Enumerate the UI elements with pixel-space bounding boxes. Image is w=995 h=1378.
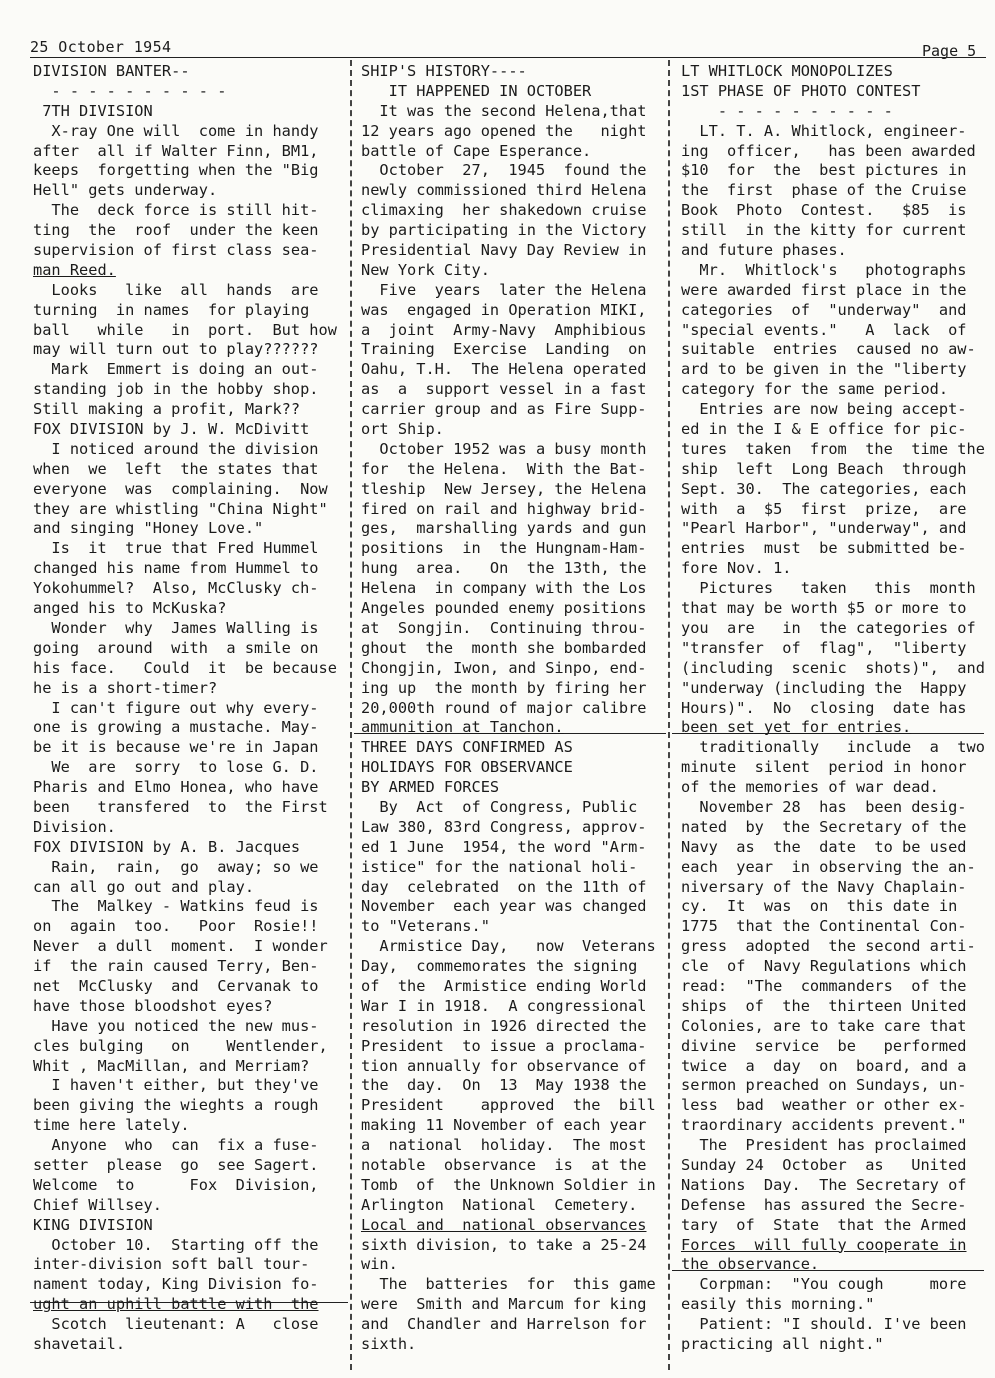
middle-column-line: HOLIDAYS FOR OBSERVANCE (361, 758, 573, 777)
right-column-line: Book Photo Contest. $85 is (681, 201, 967, 220)
middle-column-line: positions in the Hungnam-Ham- (361, 539, 647, 558)
right-column-line: ship left Long Beach through (681, 459, 967, 478)
left-column-line: Looks like all hands are (33, 280, 319, 299)
right-column-line: $10 for the best pictures in (681, 161, 967, 180)
left-column-line: FOX DIVISION by A. B. Jacques (33, 837, 301, 856)
right-column-line: tary of State that the Armed (681, 1215, 967, 1234)
middle-column-line: Five years later the Helena (361, 280, 647, 299)
right-column-line: less bad weather or other ex- (681, 1096, 967, 1115)
middle-column-line: was engaged in Operation MIKI, (361, 300, 647, 319)
right-column-line: traordinary accidents prevent." (681, 1116, 967, 1135)
right-column-line: Corpman: "You cough more (681, 1275, 967, 1294)
right-column-line: the first phase of the Cruise (681, 181, 967, 200)
right-column-line: twice a day on board, and a (681, 1056, 967, 1075)
right-column-line: practicing all night." (681, 1335, 884, 1353)
header-rule (30, 57, 986, 58)
middle-column-line: Presidential Navy Day Review in (361, 241, 647, 260)
left-column-line: on again too. Poor Rosie!! (33, 917, 319, 936)
right-column-line: categories of "underway" and (681, 300, 967, 319)
left-column-line: cles bulging on Wentlender, (33, 1036, 328, 1055)
column-divider-right (668, 60, 670, 1370)
right-column-line: sermon preached on Sundays, un- (681, 1076, 967, 1095)
right-column-line: gress adopted the second arti- (681, 937, 976, 956)
left-column-line: setter please go see Sagert. (33, 1155, 319, 1174)
middle-column-line: War I in 1918. A congressional (361, 996, 647, 1015)
middle-column-line: IT HAPPENED IN OCTOBER (361, 81, 592, 100)
left-column-line: he is a short-timer? (33, 678, 218, 697)
left-column-line: anged his to McKuska? (33, 599, 227, 618)
right-column-line: 1ST PHASE OF PHOTO CONTEST (681, 81, 921, 100)
right-column-line: cy. It was on this date in (681, 897, 958, 916)
middle-column-line: It was the second Helena,that (361, 101, 647, 120)
middle-column-line: tleship New Jersey, the Helena (361, 479, 647, 498)
left-column-line: turning in names for playing (33, 300, 310, 319)
middle-column-line: New York City. (361, 260, 490, 279)
issue-date: 25 October 1954 (30, 38, 172, 56)
left-column-line: FOX DIVISION by J. W. McDivitt (33, 420, 310, 439)
middle-column-line: as a support vessel in a fast (361, 380, 647, 399)
left-column-line: Anyone who can fix a fuse- (33, 1136, 319, 1155)
left-column-line: when we left the states that (33, 459, 319, 478)
right-column-line: Hours)". No closing date has (681, 698, 967, 717)
middle-column-line: ges, marshalling yards and gun (361, 519, 647, 538)
right-column-line: Sept. 30. The categories, each (681, 479, 967, 498)
left-column-line: We are sorry to lose G. D. (33, 758, 319, 777)
right-column-line: category for the same period. (681, 380, 949, 399)
left-column-line: Mark Emmert is doing an out- (33, 360, 319, 379)
middle-column-line: Training Exercise Landing on (361, 340, 647, 359)
right-column-line: suitable entries caused no aw- (681, 340, 976, 359)
middle-column-line: and Chandler and Harrelson for (361, 1315, 647, 1334)
left-column-line: changed his name from Hummel to (33, 559, 319, 578)
middle-column-line: day celebrated on the 11th of (361, 877, 647, 896)
right-column-line: "special events." A lack of (681, 320, 967, 339)
left-column-line: been transfered to the First (33, 797, 328, 816)
right-column-line: The President has proclaimed (681, 1136, 967, 1155)
left-column-line: Rain, rain, go away; so we (33, 857, 319, 876)
right-column-line: - - - - - - - - - - (681, 101, 893, 120)
right-column-line: of the memories of war dead. (681, 778, 939, 797)
right-column-line: entries must be submitted be- (681, 539, 967, 558)
right-column-line: and future phases. (681, 241, 847, 260)
right-column-line: Patient: "I should. I've been (681, 1315, 967, 1334)
right-column-line: been set yet for entries. (681, 718, 912, 737)
left-column-line: time here lately. (33, 1116, 190, 1135)
middle-column-line: ing up the month by firing her (361, 678, 647, 697)
left-column-line: ught an uphill battle with the (33, 1295, 319, 1314)
left-column-line: Scotch lieutenant: A close (33, 1315, 319, 1334)
column-division-banter (33, 62, 348, 1355)
right-column-line: Nations Day. The Secretary of (681, 1175, 967, 1194)
left-column-line: Division. (33, 817, 116, 836)
left-column-line: I haven't either, but they've (33, 1076, 319, 1095)
left-column-line: shavetail. (33, 1335, 126, 1353)
left-column-line: keeps forgetting when the "Big (33, 161, 319, 180)
middle-column-line: Arlington National Cemetery. (361, 1195, 638, 1214)
left-column-line: Wonder why James Walling is (33, 618, 319, 637)
right-column-line: Navy as the date to be used (681, 837, 967, 856)
middle-column-line: 12 years ago opened the night (361, 121, 647, 140)
right-column-line: traditionally include a two (681, 738, 985, 757)
middle-column-line: Oahu, T.H. The Helena operated (361, 360, 647, 379)
right-column-line: "transfer of flag", "liberty (681, 638, 967, 657)
left-column-line: they are whistling "China Night" (33, 499, 328, 518)
left-column-line: Welcome to Fox Division, (33, 1175, 319, 1194)
left-column-line: KING DIVISION (33, 1215, 153, 1234)
right-column-line: Entries are now being accept- (681, 400, 967, 419)
right-column-line: Sunday 24 October as United (681, 1155, 967, 1174)
left-column-line: ball while in port. But how (33, 320, 337, 339)
right-column-line: "Pearl Harbor", "underway", and (681, 519, 967, 538)
middle-column-line: win. (361, 1255, 398, 1274)
right-column-line: each year in observing the an- (681, 857, 976, 876)
middle-column-line: making 11 November of each year (361, 1116, 647, 1135)
left-column-line: - - - - - - - - - - (33, 81, 227, 100)
column-ships-history (361, 62, 666, 1355)
right-column-line: ard to be given in the "liberty (681, 360, 967, 379)
middle-column-line: Helena in company with the Los (361, 579, 647, 598)
left-column-line: if the rain caused Terry, Ben- (33, 957, 319, 976)
left-column-line: DIVISION BANTER-- (33, 62, 190, 80)
middle-column-line: a national holiday. The most (361, 1136, 647, 1155)
right-column-line: (including scenic shots)", and (681, 658, 985, 677)
middle-column-line: battle of Cape Esperance. (361, 141, 592, 160)
middle-column-line: climaxing her shakedown cruise (361, 201, 647, 220)
right-column-line: 1775 that the Continental Con- (681, 917, 967, 936)
middle-column-line: a joint Army-Navy Amphibious (361, 320, 647, 339)
left-column-line: Chief Willsey. (33, 1195, 162, 1214)
left-column-line: X-ray One will come in handy (33, 121, 319, 140)
middle-column-line: to "Veterans." (361, 917, 490, 936)
middle-column-line: By Act of Congress, Public (361, 797, 638, 816)
middle-column-line: 20,000th round of major calibre (361, 698, 647, 717)
right-column-line: LT WHITLOCK MONOPOLIZES (681, 62, 893, 80)
left-column-line: Is it true that Fred Hummel (33, 539, 319, 558)
right-column-line: Colonies, are to take care that (681, 1016, 967, 1035)
middle-column-line: fired on rail and highway brid- (361, 499, 647, 518)
left-column-line: one is growing a mustache. May- (33, 718, 319, 737)
left-column-line: Whit , MacMillan, and Merriam? (33, 1056, 310, 1075)
right-column-line: divine service be performed (681, 1036, 967, 1055)
middle-column-line: newly commissioned third Helena (361, 181, 647, 200)
left-column-line: man Reed. (33, 260, 116, 279)
right-column-line: ed in the I & E office for pic- (681, 420, 967, 439)
right-column-line: fore Nov. 1. (681, 559, 792, 578)
right-column-line: were awarded first place in the (681, 280, 967, 299)
middle-column-line: ort Ship. (361, 420, 444, 439)
left-column-line: Never a dull moment. I wonder (33, 937, 328, 956)
left-column-line: have those bloodshot eyes? (33, 996, 273, 1015)
middle-column-line: istice" for the national holi- (361, 857, 638, 876)
middle-column-line: sixth. (361, 1335, 417, 1353)
right-column-line: you are in the categories of (681, 618, 976, 637)
middle-column-line: of the Armistice ending World (361, 976, 647, 995)
right-column-line: ships of the thirteen United (681, 996, 967, 1015)
right-column-line: niversary of the Navy Chaplain- (681, 877, 967, 896)
right-column-line: nated by the Secretary of the (681, 817, 967, 836)
middle-column-line: Angeles pounded enemy positions (361, 599, 647, 618)
middle-column-line: Armistice Day, now Veterans (361, 937, 656, 956)
left-column-line: be it is because we're in Japan (33, 738, 319, 757)
middle-column-line: carrier group and as Fire Supp- (361, 400, 647, 419)
middle-column-line: President to issue a proclama- (361, 1036, 647, 1055)
right-column-line: November 28 has been desig- (681, 797, 967, 816)
left-column-line: I can't figure out why every- (33, 698, 319, 717)
middle-column-line: SHIP'S HISTORY---- (361, 62, 527, 80)
left-column-line: 7TH DIVISION (33, 101, 153, 120)
middle-column-line: for the Helena. With the Bat- (361, 459, 647, 478)
left-column-line: Have you noticed the new mus- (33, 1016, 319, 1035)
middle-column-line: ghout the month she bombarded (361, 638, 647, 657)
middle-column-line: ammunition at Tanchon. (361, 718, 564, 737)
left-column-line: I noticed around the division (33, 439, 319, 458)
left-column-line: supervision of first class sea- (33, 241, 319, 260)
middle-column-line: by participating in the Victory (361, 221, 647, 240)
middle-column-line: Chongjin, Iwon, and Sinpo, end- (361, 658, 647, 677)
right-column-line: Forces will fully cooperate in (681, 1235, 967, 1254)
left-column-line: standing job in the hobby shop. (33, 380, 319, 399)
left-column-line: after all if Walter Finn, BM1, (33, 141, 319, 160)
column-divider-left (350, 60, 352, 1370)
left-column-line: October 10. Starting off the (33, 1235, 319, 1254)
middle-column-line: President approved the bill (361, 1096, 656, 1115)
left-column-line: may will turn out to play?????? (33, 340, 319, 359)
right-column-line: Mr. Whitlock's photographs (681, 260, 967, 279)
middle-column-line: hung area. On the 13th, the (361, 559, 647, 578)
column-photo-contest (681, 62, 986, 1355)
left-column-line: The Malkey - Watkins feud is (33, 897, 319, 916)
left-column-line: Still making a profit, Mark?? (33, 400, 301, 419)
middle-column-line: Tomb of the Unknown Soldier in (361, 1175, 656, 1194)
left-column-line: The deck force is still hit- (33, 201, 319, 220)
right-column-line: minute silent period in honor (681, 758, 967, 777)
right-column-line: Pictures taken this month (681, 579, 976, 598)
middle-column-line: BY ARMED FORCES (361, 778, 500, 797)
middle-column-line: November each year was changed (361, 897, 647, 916)
left-column-line: Yokohummel? Also, McClusky ch- (33, 579, 319, 598)
right-column-line: "underway (including the Happy (681, 678, 967, 697)
left-column-line: Hell" gets underway. (33, 181, 218, 200)
left-column-line: his face. Could it be because (33, 658, 337, 677)
middle-column-line: at Songjin. Continuing throu- (361, 618, 647, 637)
left-column-line: can all go out and play. (33, 877, 255, 896)
left-column-line: everyone was complaining. Now (33, 479, 328, 498)
middle-column-line: ed 1 June 1954, the word "Arm- (361, 837, 647, 856)
left-column-line: inter-division soft ball tour- (33, 1255, 310, 1274)
right-column-line: ing officer, has been awarded (681, 141, 976, 160)
middle-column-line: Local and national observances (361, 1215, 647, 1234)
left-column-line: nament today, King Division fo- (33, 1275, 319, 1294)
middle-column-line: October 27, 1945 found the (361, 161, 647, 180)
right-column-line: LT. T. A. Whitlock, engineer- (681, 121, 967, 140)
middle-column-line: tion annually for observance of (361, 1056, 647, 1075)
middle-column-line: the day. On 13 May 1938 the (361, 1076, 647, 1095)
right-column-line: easily this morning." (681, 1295, 875, 1314)
middle-column-line: notable observance is at the (361, 1155, 647, 1174)
middle-column-line: Law 380, 83rd Congress, approv- (361, 817, 647, 836)
left-column-line: and singing "Honey Love." (33, 519, 264, 538)
right-column-line: tures taken from the time the (681, 439, 985, 458)
right-column-line: cle of Navy Regulations which (681, 957, 967, 976)
middle-column-line: were Smith and Marcum for king (361, 1295, 647, 1314)
right-column-line: still in the kitty for current (681, 221, 967, 240)
left-column-line: Pharis and Elmo Honea, who have (33, 778, 319, 797)
right-column-line: that may be worth $5 or more to (681, 599, 967, 618)
right-column-line: read: "The commanders of the (681, 976, 967, 995)
middle-column-line: October 1952 was a busy month (361, 439, 647, 458)
right-column-line: Defense has assured the Secre- (681, 1195, 967, 1214)
left-column-line: going around with a smile on (33, 638, 319, 657)
right-column-line: with a $5 first prize, are (681, 499, 967, 518)
right-column-line: the observance. (681, 1255, 820, 1274)
middle-column-line: sixth division, to take a 25-24 (361, 1235, 647, 1254)
middle-column-line: Day, commemorates the signing (361, 957, 638, 976)
left-column-line: been giving the wieghts a rough (33, 1096, 319, 1115)
middle-column-line: The batteries for this game (361, 1275, 656, 1294)
page-number: Page 5 (922, 42, 977, 60)
left-column-line: ting the roof under the keen (33, 221, 319, 240)
middle-column-line: THREE DAYS CONFIRMED AS (361, 738, 573, 757)
middle-column-line: resolution in 1926 directed the (361, 1016, 647, 1035)
left-column-line: net McClusky and Cervanak to (33, 976, 319, 995)
